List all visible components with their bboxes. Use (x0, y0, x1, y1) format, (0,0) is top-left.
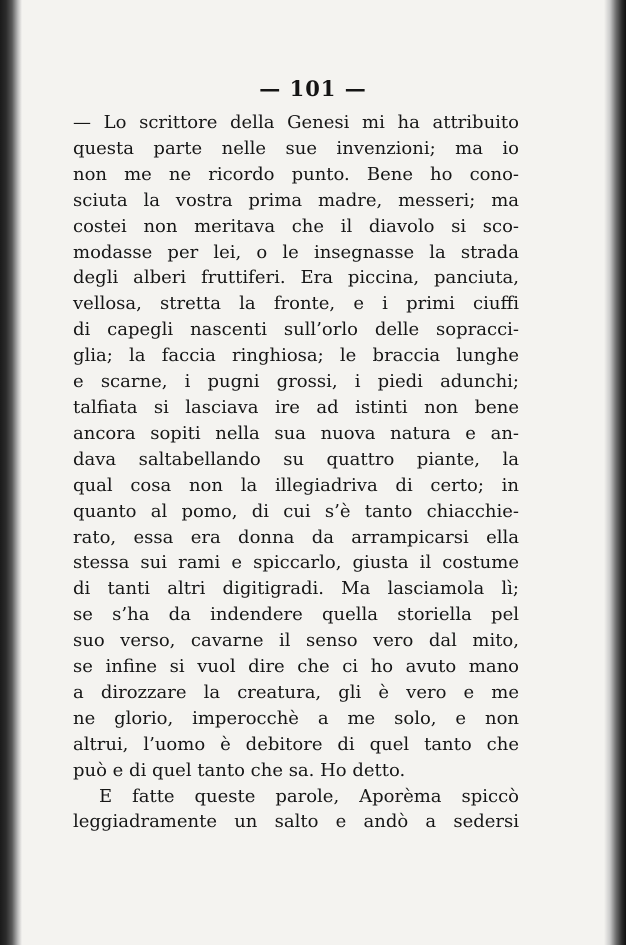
page-binding-shadow (0, 0, 22, 945)
text-line: glia; la faccia ringhiosa; le braccia lunghe (73, 345, 519, 367)
text-line: E fatte queste parole, Aporèma spiccò (99, 785, 519, 807)
text-line: di capegli nascenti sull’orlo delle sopracci- (73, 319, 519, 341)
text-line: questa parte nelle sue invenzioni; ma io (73, 137, 519, 159)
text-line: non me ne ricordo punto. Bene ho cono- (73, 163, 519, 185)
text-line: rato, essa era donna da arrampicarsi ella (73, 526, 519, 548)
text-line: e scarne, i pugni grossi, i piedi adunchi; (73, 371, 519, 393)
text-line: di tanti altri digitigradi. Ma lasciamola lì; (73, 578, 519, 600)
text-line: ancora sopiti nella sua nuova natura e an- (73, 422, 519, 444)
page-number: — 101 — (259, 76, 367, 101)
text-line: suo verso, cavarne il senso vero dal mito, (73, 630, 519, 652)
text-line: costei non meritava che il diavolo si sco- (73, 215, 519, 237)
text-line: quanto al pomo, di cui s’è tanto chiacchie- (73, 500, 519, 522)
text-line: se infine si vuol dire che ci ho avuto mano (73, 656, 519, 678)
text-line: degli alberi fruttiferi. Era piccina, panciuta, (73, 267, 519, 289)
page-edge-shadow (604, 0, 626, 945)
text-line: modasse per lei, o le insegnasse la strada (73, 241, 519, 263)
text-line: dava saltabellando su quattro piante, la (73, 448, 519, 470)
text-line: se s’ha da indendere quella storiella pel (73, 604, 519, 626)
text-line: altrui, l’uomo è debitore di quel tanto che (73, 733, 519, 755)
text-line: sciuta la vostra prima madre, messeri; ma (73, 189, 519, 211)
text-line: a dirozzare la creatura, gli è vero e me (73, 681, 519, 703)
text-line: stessa sui rami e spiccarlo, giusta il costume (73, 552, 519, 574)
text-line: vellosa, stretta la fronte, e i primi ciuffi (73, 293, 519, 315)
text-line: talfiata si lasciava ire ad istinti non bene (73, 396, 519, 418)
text-line: qual cosa non la illegiadriva di certo; in (73, 474, 519, 496)
text-line: ne glorio, imperocchè a me solo, e non (73, 707, 519, 729)
text-line: può e di quel tanto che sa. Ho detto. (73, 759, 406, 781)
text-line: — Lo scrittore della Genesi mi ha attribuito (73, 112, 519, 133)
body-text (73, 110, 519, 835)
text-line: leggiadramente un salto e andò a sedersi (73, 811, 519, 833)
